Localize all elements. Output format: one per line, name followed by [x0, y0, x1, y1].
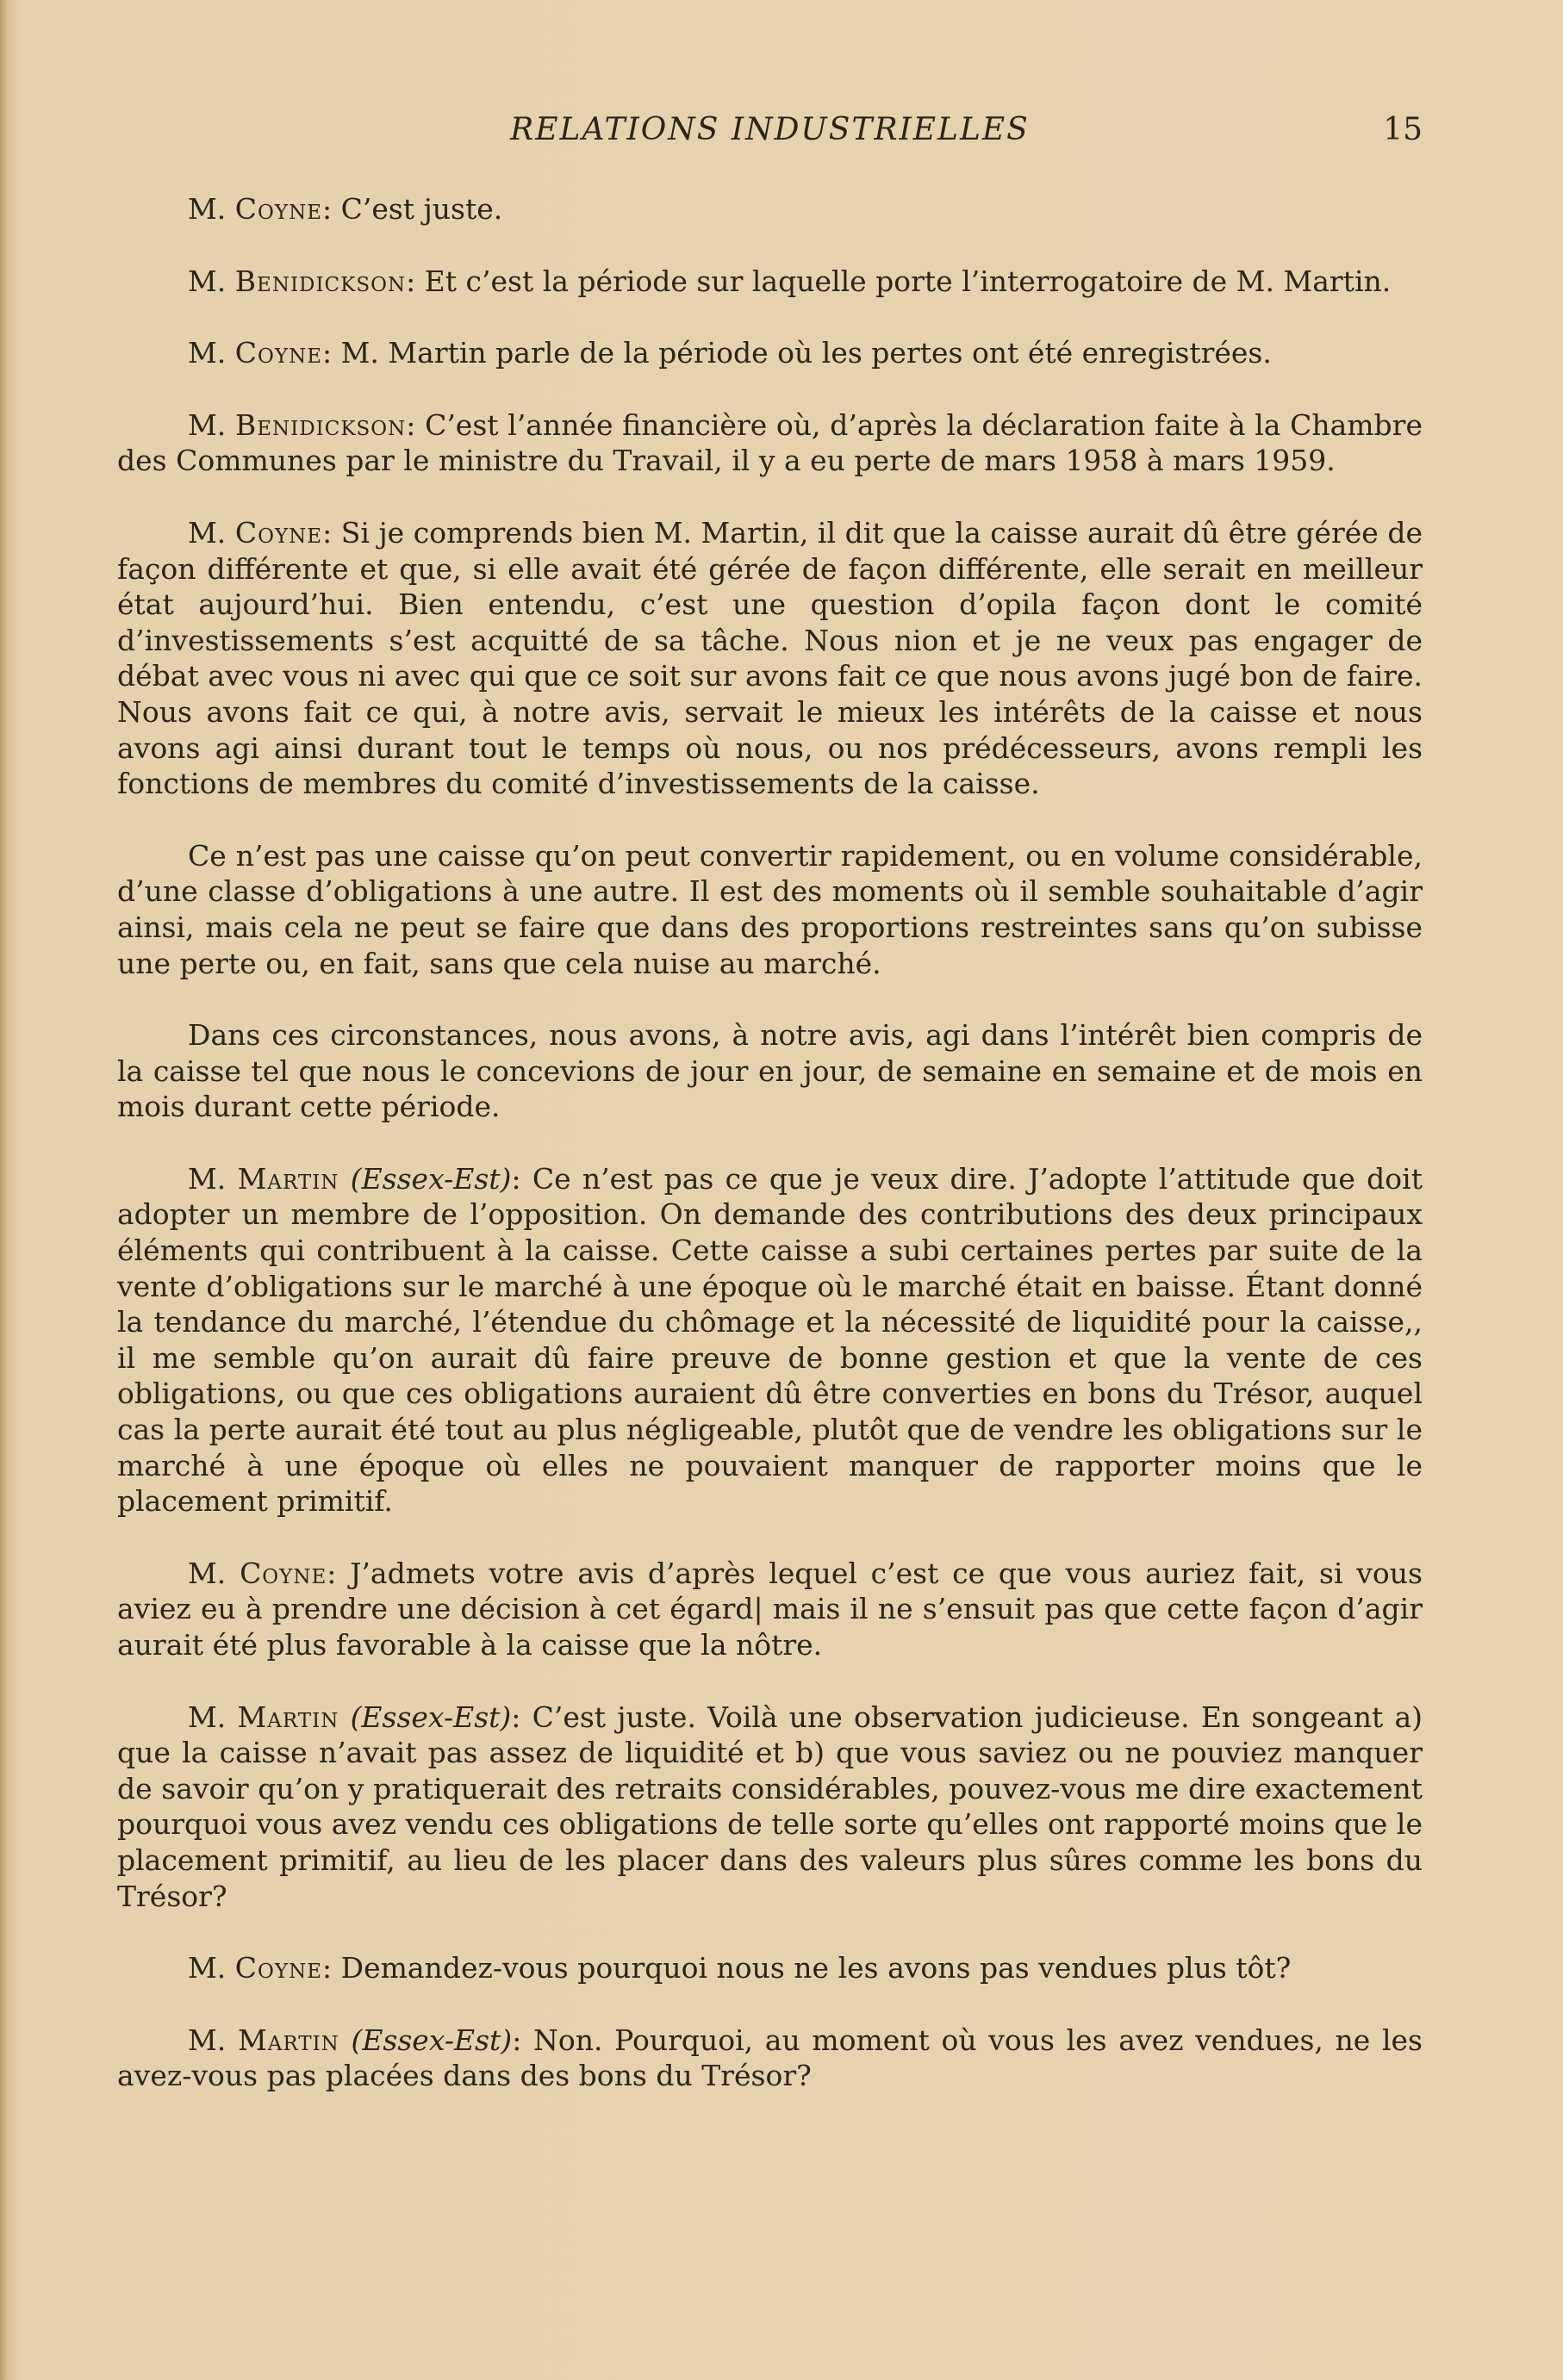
paragraph-8 — [117, 1161, 1423, 1519]
speaker-prefix: M. — [188, 192, 227, 226]
paragraph-3 — [117, 335, 1423, 371]
paragraph-text: : M. Martin parle de la période où les pertes ont été enregistrées. — [322, 336, 1272, 370]
paragraph-4 — [117, 407, 1423, 479]
paragraph-text: : Demandez-vous pourquoi nous ne les avons pas vendues plus tôt? — [322, 1951, 1292, 1985]
speaker-riding: (Essex-Est) — [350, 1161, 512, 1196]
speaker-name: Coyne — [234, 336, 322, 370]
paragraph-text: : J’admets votre avis d’après lequel c’est ce que vous auriez fait, si vous aviez eu à prendre une décision à cet égard| mais il ne s’ensuit pas que cette façon d’agir aurait été plus favorable à la caisse que la nôtre. — [117, 1556, 1423, 1662]
paragraph-2 — [117, 264, 1423, 300]
paragraph-text: : C’est l’année financière où, d’après la déclaration faite à la Chambre des Communes par le ministre du Travail, il y a eu perte de mars 1958 à mars 1959. — [117, 407, 1423, 478]
speaker-prefix: M. — [188, 1556, 227, 1590]
speaker-name: Martin — [237, 2023, 339, 2057]
page-number: 15 — [1383, 112, 1423, 147]
paragraph-6 — [117, 838, 1423, 981]
paragraph-text: Ce n’est pas une caisse qu’on peut convertir rapidement, ou en volume considérable, d’une classe d’obligations à une autre. Il est des moments où il semble souhaitable d’agir ainsi, mais cela ne peut se faire que dans des proportions restreintes sans qu’on subisse une perte ou, en fait, sans que cela nuise au marché. — [117, 838, 1423, 980]
paragraph-10 — [117, 1700, 1423, 1915]
speaker-riding: (Essex-Est) — [350, 1700, 512, 1734]
speaker-prefix: M. — [188, 407, 227, 442]
paragraph-5 — [117, 515, 1423, 802]
paragraph-text: : C’est juste. Voilà une observation judicieuse. En songeant a) que la caisse n’avait pas assez de liquidité et b) que vous saviez ou ne pouviez manquer de savoir qu’on y pratiquerait des retraits considérables, pouvez-vous me dire exactement pourquoi vous avez vendu ces obligations de telle sorte qu’elles ont rapporté moins que le placement primitif, au lieu de les placer dans des valeurs plus sûres comme les bons du Trésor? — [117, 1700, 1423, 1913]
paragraph-text: : Ce n’est pas ce que je veux dire. J’adopte l’attitude que doit adopter un membre de l’opposition. On demande des contributions des deux principaux éléments qui contribuent à la caisse. Cette caisse a subi certaines pertes par suite de la vente d’obligations sur le marché à une époque où le marché était en baisse. Étant donné la tendance du marché, l’étendue du chômage et la nécessité de liquidité pour la caisse,, il me semble qu’on aurait dû faire preuve de bonne gestion et que la vente de ces obligations, ou que ces obligations auraient dû être converties en bons du Trésor, auquel cas la perte aurait été tout au plus négligeable, plutôt que de vendre les obligations sur le marché à une époque où elles ne pouvaient manquer de rapporter moins que le placement primitif. — [117, 1161, 1423, 1519]
speaker-riding: (Essex-Est) — [351, 2023, 513, 2057]
speaker-prefix: M. — [188, 2023, 227, 2057]
speaker-prefix: M. — [188, 1700, 227, 1734]
speaker-name: Coyne — [234, 515, 323, 550]
paragraph-text: : Si je comprends bien M. Martin, il dit que la caisse aurait dû être gérée de façon différente et que, si elle avait été gérée de façon différente, elle serait en meilleur état aujourd’hui. Bien entendu, c’est une question d’opila façon dont le comité d’investissements s’est acquitté de sa tâche. Nous nion et je ne veux pas engager de débat avec vous ni avec qui que ce soit sur avons fait ce que nous avons jugé bon de faire. Nous avons fait ce qui, à notre avis, servait le mieux les intérêts de la caisse et nous avons agi ainsi durant tout le temps où nous, ou nos prédécesseurs, avons rempli les fonctions de membres du comité d’investissements de la caisse. — [117, 515, 1423, 801]
paragraph-9 — [117, 1556, 1423, 1663]
speaker-prefix: M. — [188, 1951, 227, 1985]
journal-title: RELATIONS INDUSTRIELLES — [510, 112, 1030, 147]
speaker-prefix: M. — [188, 264, 227, 298]
paragraph-text: Dans ces circonstances, nous avons, à notre avis, agi dans l’intérêt bien compris de la caisse tel que nous le concevions de jour en jour, de semaine en semaine et de mois en mois durant cette période. — [117, 1018, 1423, 1124]
speaker-prefix: M. — [188, 1161, 227, 1196]
paragraph-11 — [117, 1950, 1423, 1986]
paragraph-12 — [117, 2023, 1423, 2094]
running-head — [117, 109, 1423, 160]
paragraph-text: : C’est juste. — [322, 192, 503, 226]
speaker-name: Coyne — [234, 1951, 322, 1985]
paragraph-7 — [117, 1017, 1423, 1125]
speaker-name: Martin — [237, 1161, 339, 1196]
paragraph-1 — [117, 191, 1423, 227]
speaker-name: Benidickson — [234, 407, 407, 442]
speaker-prefix: M. — [188, 336, 227, 370]
speaker-prefix: M. — [188, 515, 227, 550]
body-text — [117, 191, 1423, 2130]
paragraph-text: : Et c’est la période sur laquelle porte l’interrogatoire de M. Martin. — [406, 264, 1392, 298]
speaker-name: Coyne — [240, 1556, 327, 1590]
speaker-name: Coyne — [234, 192, 322, 226]
speaker-name: Martin — [237, 1700, 339, 1734]
speaker-name: Benidickson — [234, 264, 407, 298]
paragraph-text: : Non. Pourquoi, au moment où vous les avez vendues, ne les avez-vous pas placées dans des bons du Trésor? — [117, 2023, 1423, 2093]
